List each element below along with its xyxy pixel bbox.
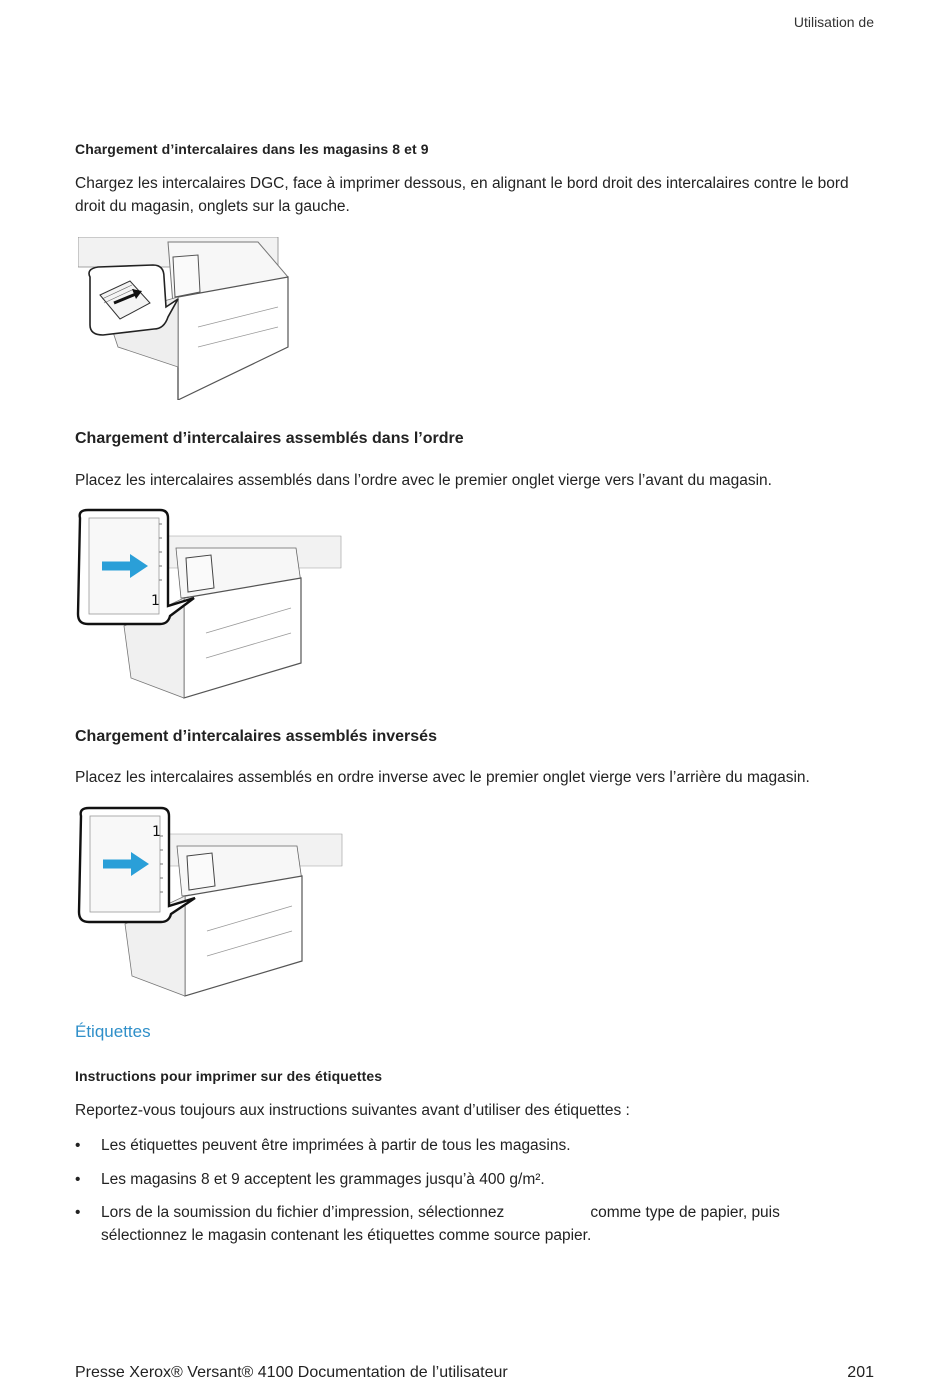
- labels-intro: Reportez-vous toujours aux instructions suivantes avant d’utiliser des étiquettes :: [75, 1102, 630, 1119]
- section-paragraph: Chargez les intercalaires DGC, face à imprimer dessous, en alignant le bord droit des intercalaires contre le bord droit du magasin, onglets sur la gauche.: [75, 175, 849, 215]
- section-paragraph: Placez les intercalaires assemblés dans l’ordre avec le premier onglet vierge vers l’avant du magasin.: [75, 472, 772, 489]
- section-heading-labels: Étiquettes: [75, 1022, 151, 1041]
- section-heading-reverse-collated: Chargement d’intercalaires assemblés inversés: [75, 728, 437, 745]
- bullet-glyph: •: [75, 1171, 81, 1188]
- callout-number: 1: [151, 593, 160, 609]
- tray-drawer-illustration: [76, 508, 344, 700]
- bullet-glyph: •: [75, 1204, 81, 1221]
- section-heading-collated: Chargement d’intercalaires assemblés dans l’ordre: [75, 430, 464, 447]
- list-item-text: Lors de la soumission du fichier d’impression, sélectionnez comme type de papier, puis sélectionnez le magasin contenant les étiquettes comme source papier.: [101, 1204, 785, 1244]
- section-paragraph: Placez les intercalaires assemblés en ordre inverse avec le premier onglet vierge vers l’arrière du magasin.: [75, 769, 810, 786]
- bullet-glyph: •: [75, 1137, 81, 1154]
- page-number: 201: [847, 1364, 874, 1381]
- tray-illustration-2: [76, 508, 344, 700]
- tray-illustration-3: [77, 806, 345, 998]
- tray-drawer-illustration: [77, 806, 345, 998]
- tray-illustration-1: [78, 237, 290, 400]
- footer-document-title: Presse Xerox® Versant® 4100 Documentation de l’utilisateur: [75, 1364, 508, 1381]
- callout-number: 1: [152, 824, 161, 840]
- running-header: Utilisation de: [793, 14, 874, 30]
- section-heading-tray-8-9: Chargement d’intercalaires dans les magasins 8 et 9: [75, 141, 429, 157]
- list-item-text: Les étiquettes peuvent être imprimées à partir de tous les magasins.: [101, 1137, 571, 1154]
- tray-drawer-illustration: [78, 237, 290, 400]
- list-item-text: Les magasins 8 et 9 acceptent les grammages jusqu’à 400 g/m².: [101, 1171, 545, 1188]
- subheading-label-instructions: Instructions pour imprimer sur des étiquettes: [75, 1068, 383, 1084]
